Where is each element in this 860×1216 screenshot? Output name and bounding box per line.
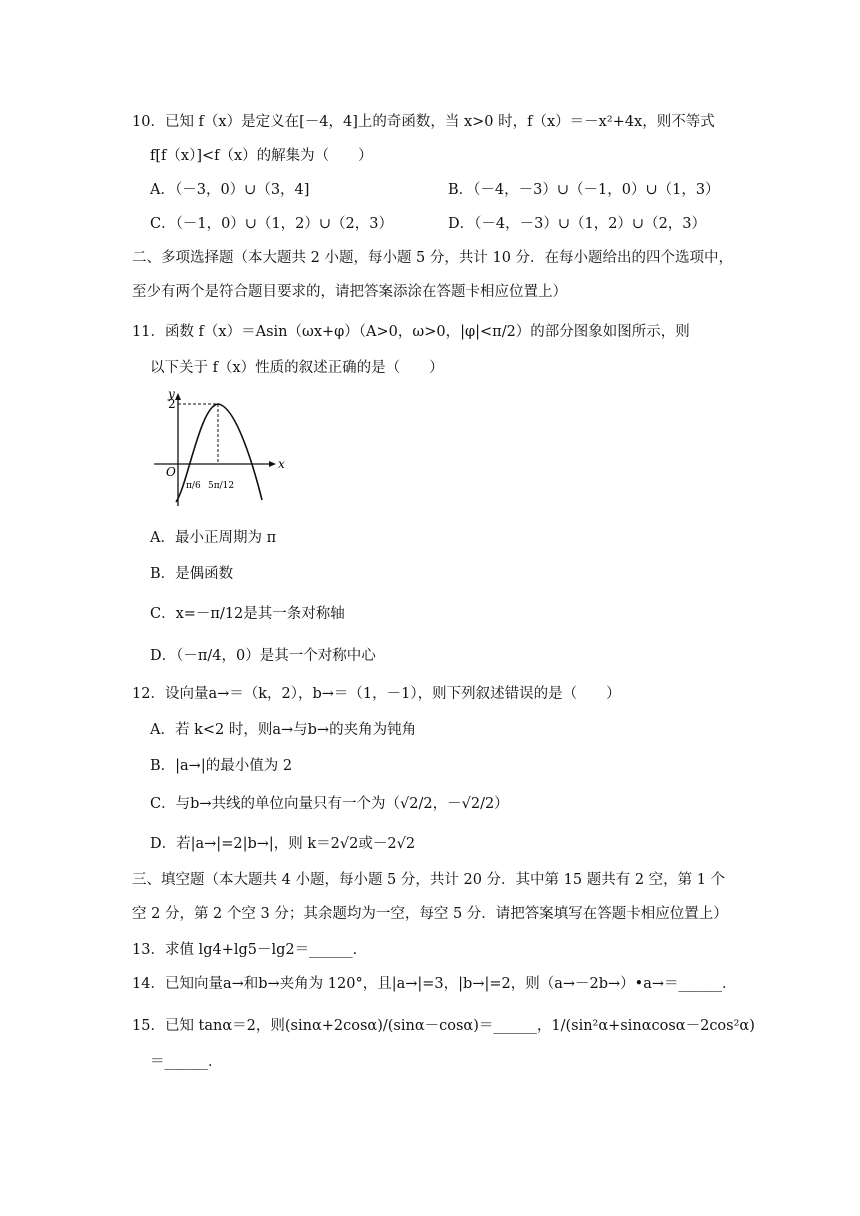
section3-heading-line1: 三、填空题（本大题共 4 小题，每小题 5 分，共计 20 分．其中第 15 题共有 2 空，第 1 个	[132, 872, 726, 888]
x-axis-arrow	[269, 461, 276, 467]
q11-option-c: C．x=－π/12是其一条对称轴	[150, 606, 345, 622]
q11-stem-line2: 以下关于 f（x）性质的叙述正确的是（ ）	[150, 360, 444, 376]
q10-option-b: B．（－4，－3）∪（－1，0）∪（1，3）	[448, 182, 720, 198]
q13-text: 13．求值 lg4+lg5－lg2＝______．	[132, 942, 368, 958]
y-axis-label: y	[168, 388, 175, 401]
q10-option-d: D．（－4，－3）∪（1，2）∪（2，3）	[448, 216, 707, 232]
section2-heading-line1: 二、多项选择题（本大题共 2 小题，每小题 5 分，共计 10 分．在每小题给出的四个选项中，	[132, 250, 734, 266]
q15-line1: 15．已知 tanα＝2，则(sinα+2cosα)/(sinα－cosα)＝______，1/(sin²α+sinαcosα－2cos²α)	[132, 1018, 755, 1034]
section2-heading-line2: 至少有两个是符合题目要求的，请把答案添涂在答题卡相应位置上）	[132, 284, 567, 300]
q10-option-a: A．（－3，0）∪（3，4]	[150, 182, 310, 198]
q12-option-c: C．与b→共线的单位向量只有一个为（√2/2，－√2/2）	[150, 796, 509, 812]
q11-stem-line1: 11．函数 f（x）＝Asin（ωx+φ）（A>0，ω>0，|φ|<π/2）的部分图象如图所示，则	[132, 324, 690, 340]
q11-function-graph	[150, 388, 290, 516]
q12-option-b: B．|a→|的最小值为 2	[150, 758, 293, 774]
q14-text: 14．已知向量a→和b→夹角为 120°，且|a→|=3，|b→|=2，则（a→－2b→）•a→＝______．	[132, 976, 737, 992]
q12-option-d: D．若|a→|=2|b→|，则 k＝2√2或－2√2	[150, 836, 416, 852]
q10-option-c: C．（－1，0）∪（1，2）∪（2，3）	[150, 216, 393, 232]
q12-option-a: A．若 k<2 时，则a→与b→的夹角为钝角	[150, 722, 417, 738]
section3-heading-line2: 空 2 分，第 2 个空 3 分；其余题均为一空，每空 5 分．请把答案填写在答题卡相应位置上）	[132, 906, 728, 922]
origin-label: O	[166, 465, 176, 479]
q11-option-b: B．是偶函数	[150, 566, 234, 582]
q11-option-d: D．（－π/4，0）是其一个对称中心	[150, 648, 376, 664]
q10-stem-line2: f[f（x）]<f（x）的解集为（ ）	[150, 148, 373, 164]
x-axis-label: x	[278, 457, 285, 471]
q11-option-a: A．最小正周期为 π	[150, 530, 277, 546]
q10-stem-line1: 10．已知 f（x）是定义在[－4，4]上的奇函数，当 x>0 时，f（x）＝－x²+4x，则不等式	[132, 114, 715, 130]
q15-line2: ＝______．	[150, 1054, 223, 1070]
q12-stem: 12．设向量a→＝（k，2），b→＝（1，－1），则下列叙述错误的是（ ）	[132, 686, 621, 702]
x-tick-label-1: π/6	[186, 481, 201, 491]
y-tick-label: 2	[168, 397, 176, 411]
x-tick-label-2: 5π/12	[208, 481, 235, 491]
y-axis-arrow	[175, 393, 181, 400]
